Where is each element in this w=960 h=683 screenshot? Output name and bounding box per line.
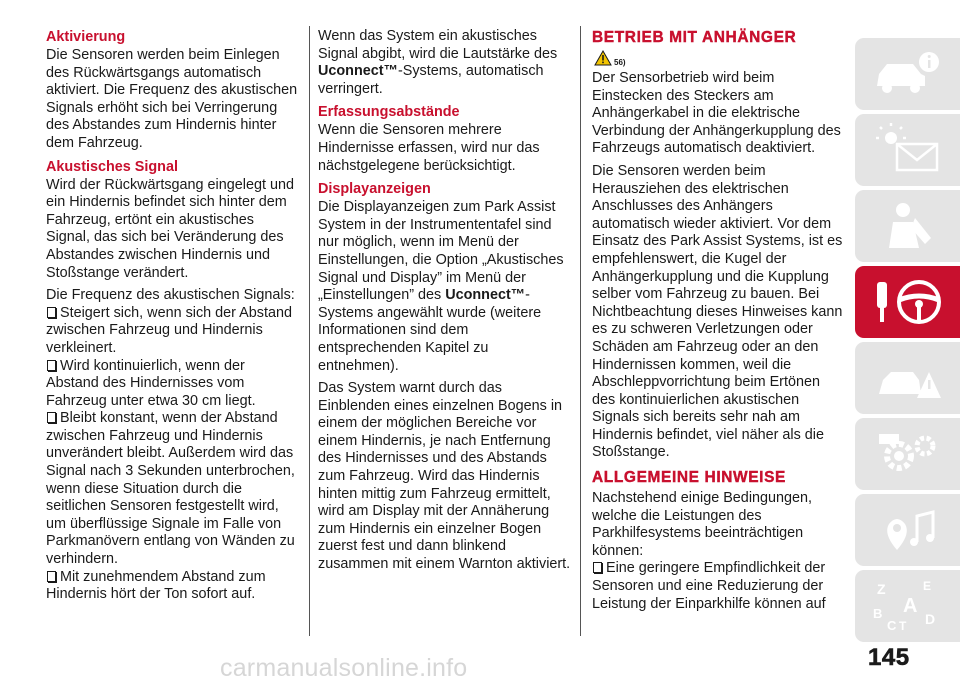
bullet-box-icon [47, 307, 56, 318]
list-item-text: Eine geringere Empfindlichkeit der Sensoren und eine Reduzierung der Leistung der Einparkhilfe können auf [592, 560, 826, 612]
heading-betrieb-mit-anhaenger: BETRIEB MIT ANHÄNGER [592, 29, 797, 46]
text-run: -Systems, automatisch verringert. [318, 63, 544, 97]
tab-safety[interactable] [855, 190, 960, 262]
bullet-box-icon [47, 360, 56, 371]
index-letter: Z [877, 581, 886, 597]
watermark: carmanualsonline.info [220, 654, 468, 682]
text-run: Die Displayanzeigen zum Park Assist System in der Instrumententafel sind nur möglich, wenn im Menü der Einstellungen, die Option „Akustisches Signal und Display” im Menü der „Einstellungen” des [318, 199, 564, 304]
index-letter: B [873, 606, 883, 621]
breakdown-icon [869, 350, 947, 406]
list-item-text: Wird kontinuierlich, wenn der Abstand des Hindernisses vom Fahrzeug unter etwa 30 cm liegt. [46, 357, 256, 409]
list-item-text: Mit zunehmendem Abstand zum Hindernis hört der Ton sofort auf. [46, 568, 266, 603]
tab-multimedia[interactable] [855, 494, 960, 566]
bullet-box-icon [593, 562, 602, 573]
paragraph-akustisches-signal: Wird der Rückwärtsgang eingelegt und ein Hindernis befindet sich hinter dem Fahrzeug, ertönt ein akustisches Signal, das sich bei Veränderung des Abstandes zwischen Hindernis und Stoßstange verändert. [46, 176, 294, 281]
warning-ref-number: 56) [614, 58, 626, 67]
text-run: Wenn das System ein akustisches Signal abgibt, wird die Lautstärke des [318, 28, 558, 62]
paragraph-allgemein: Nachstehend einige Bedingungen, welche die Leistungen des Parkhilfesystems beeinträchtigen können: [592, 490, 813, 559]
index-letter: T [899, 619, 907, 633]
list-item [592, 560, 846, 613]
warning-lights-icon [869, 122, 947, 178]
heading-erfassungsabstaende: Erfassungsabstände [318, 104, 460, 121]
paragraph-betrieb-2: Die Sensoren werden beim Herausziehen des elektrischen Anschlusses des Anhängers automatisch wieder aktiviert. Vor dem Einsatz des Park Assist Systems, ist es empfehlenswert, die Kugel der Anhängerkupplung und die Kupplung selber vom Fahrzeug zu bauen. Bei Nichtbeachtung dieses Hinweises kann es zu schweren Verletzungen oder Schäden am Fahrzeug oder an den Hindernissen kommen, weil die Abschleppvorrichtung beim Ertönen des kontinuierlichen akustischen Signals sich bereits sehr nah am Hindernis befindet, viel näher als die Stoßstange. [592, 162, 843, 461]
maintenance-icon [869, 426, 947, 482]
tab-car-info[interactable] [855, 38, 960, 110]
index-letter: D [925, 611, 936, 627]
list-item [46, 569, 300, 604]
paragraph-betrieb-1: Der Sensorbetrieb wird beim Einstecken des Steckers am Anhängerkabel in die elektrische Verbindung der Anhängerkupplung des Fahrzeugs automatisch deaktiviert. [592, 70, 841, 157]
safety-icon [869, 198, 947, 254]
page-number: 145 [868, 644, 910, 671]
heading-aktivierung: Aktivierung [46, 29, 126, 45]
index-letter: A [903, 595, 918, 617]
heading-allgemeine-hinweise: ALLGEMEINE HINWEISE [592, 469, 786, 487]
brand-name: Uconnect™ [445, 287, 526, 304]
tab-starting-driving[interactable] [855, 266, 960, 338]
tab-breakdown[interactable] [855, 342, 960, 414]
index-letter: E [923, 579, 932, 593]
warning-reference [592, 50, 846, 68]
index-icon [869, 578, 947, 634]
paragraph-displayanzeigen [318, 199, 572, 375]
heading-akustisches-signal: Akustisches Signal [46, 158, 178, 175]
column-3 [592, 28, 846, 613]
column-divider-2 [580, 26, 581, 636]
heading-displayanzeigen: Displayanzeigen [318, 181, 431, 198]
bullet-box-icon [47, 571, 56, 582]
list-item [46, 358, 300, 411]
brand-name: Uconnect™ [318, 63, 398, 80]
tab-maintenance[interactable] [855, 418, 960, 490]
car-info-icon [869, 46, 947, 102]
steering-wheel-icon [869, 274, 947, 330]
tab-index[interactable] [855, 570, 960, 642]
column-1 [46, 28, 300, 604]
warning-triangle-icon [594, 50, 612, 66]
column-divider-1 [309, 26, 310, 636]
list-item [46, 410, 300, 568]
list-item-text: Bleibt konstant, wenn der Abstand zwischen Fahrzeug und Hindernis unverändert bleibt. Außerdem wird das Signal nach 3 Sekunden unterbrochen, wenn diese Situation durch die seitlichen Sensoren festgestellt wird, um überflüssige Signale im Falle von Parkmanövern entlang von Wänden zu verhindern. [46, 410, 295, 568]
paragraph-lautstaerke [318, 28, 572, 98]
index-letter: C [887, 618, 897, 633]
list-item [46, 305, 300, 358]
bullet-box-icon [47, 412, 56, 423]
tab-warning-lights[interactable] [855, 114, 960, 186]
list-item-text: Steigert sich, wenn sich der Abstand zwischen Fahrzeug und Hindernis verkleinert. [46, 304, 292, 356]
paragraph-aktivierung: Die Sensoren werden beim Einlegen des Rückwärtsgangs automatisch aktiviert. Die Frequenz des akustischen Signals erhöht sich bei Verringerung des Abstandes zum Hindernis hinter dem Fahrzeug. [46, 47, 298, 151]
paragraph-erfassungsabstaende: Wenn die Sensoren mehrere Hindernisse erfassen, wird nur das nächstgelegene berücksichtigt. [318, 122, 540, 174]
text-run: -Systems angewählt wurde (weitere Informationen sind dem entsprechenden Kapitel zu entnehmen). [318, 287, 542, 374]
multimedia-icon [869, 502, 947, 558]
paragraph-system-warnt: Das System warnt durch das Einblenden eines einzelnen Bogens in einem der möglichen Bereiche vor einem Hindernis, je nach Entfernung des Hindernisses und des Abstands zum Fahrzeug. Wird das Hindernis hinten mittig zum Fahrzeug ermittelt, wird am Display mit der Annäherung zum Hindernis ein einzelner Bogen zuerst fest und dann blinkend zusammen mit einem Warnton aktiviert. [318, 380, 571, 573]
paragraph-frequenz: Die Frequenz des akustischen Signals: [46, 287, 295, 304]
column-2 [318, 28, 572, 579]
